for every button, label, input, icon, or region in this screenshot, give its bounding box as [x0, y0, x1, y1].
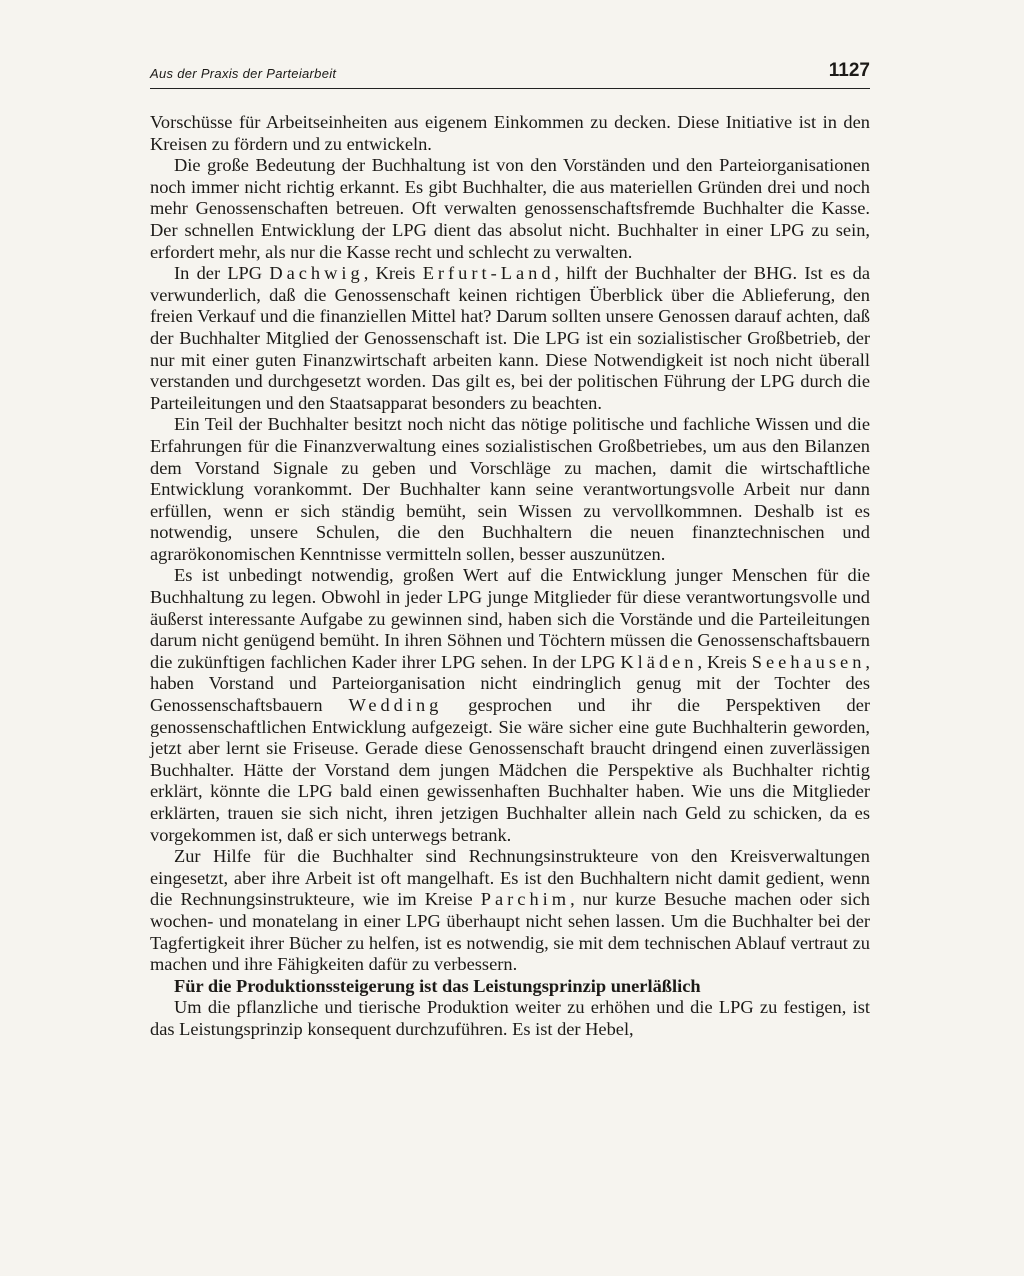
page-number: 1127	[828, 60, 870, 81]
body-text	[150, 112, 870, 1041]
place-parchim: Parchim	[480, 889, 571, 910]
p3-text-a: In der LPG	[174, 263, 270, 284]
p5-text-d: gesprochen und ihr die Perspektiven der genossenschaftlichen Entwicklung aufgezeigt. Sie wäre sicher eine gute Buchhalterin geworden, jetzt aber lernt sie Friseuse. Gerade diese Genossenschaft braucht dringend einen zuverlässigen Buchhalter. Hätte der Vorstand dem jungen Mädchen die Perspektive als Buchhalter richtig erklärt, könnte die LPG bald einen gewissenhaften Buchhalter haben. Wie uns die Mitglieder erklärten, trauen sie sich nicht, ihren jetzigen Buchhalter allein nach Geld zu schicken, da es vorgekommen ist, daß er sich unterwegs betrank.	[150, 695, 870, 845]
paragraph-7: Um die pflanzliche und tierische Produktion weiter zu erhöhen und die LPG zu festigen, ist das Leistungsprinzip konsequent durchzuführen. Es ist der Hebel,	[150, 997, 870, 1039]
running-header	[150, 62, 870, 86]
p3-text-b: , Kreis	[363, 263, 423, 284]
paragraph-2: Die große Bedeutung der Buchhaltung ist von den Vorständen und den Parteiorganisationen noch immer nicht richtig erkannt. Es gibt Buchhalter, die aus materiellen Gründen drei und noch mehr Genossenschaften betreuen. Oft verwalten genossenschaftsfremde Buchhalter die Kasse. Der schnellen Entwicklung der LPG dient das absolut nicht. Buchhalter in einer LPG zu sein, erfordert mehr, als nur die Kasse recht und schlecht zu verwalten.	[150, 155, 870, 262]
header-rule	[150, 88, 870, 89]
paragraph-6	[150, 846, 870, 976]
paragraph-3	[150, 263, 870, 414]
p5-text-a: Es ist unbedingt notwendig, großen Wert auf die Entwicklung junger Menschen für die Buchhaltung zu legen. Obwohl in jeder LPG junge Mitglieder für diese verantwortungsvolle und äußerst interessante Aufgabe zu gewinnen sind, haben sich die Vorstände und die Parteileitungen darum nicht genügend bemüht. In ihren Söhnen und Töchtern müssen die Genossenschaftsbauern die zukünftigen fachlichen Kader ihrer LPG sehen. In der LPG	[150, 565, 870, 672]
paragraph-5	[150, 565, 870, 846]
paragraph-4: Ein Teil der Buchhalter besitzt noch nicht das nötige politische und fachliche Wissen und die Erfahrungen für die Finanzverwaltung eines sozialistischen Großbetriebes, um aus den Bilanzen dem Vorstand Signale zu geben und Vorschläge zu machen, damit die wirtschaftliche Entwicklung vorankommt. Der Buchhalter kann seine verantwortungsvolle Arbeit nur dann erfüllen, wenn er sich ständig bemüht, sein Wissen zu vervollkommnen. Deshalb ist es notwendig, unsere Schulen, die den Buchhaltern die neuen finanztechnischen und agrarökonomischen Kenntnisse vermitteln sollen, besser auszunützen.	[150, 414, 870, 564]
p5-text-c: , haben Vorstand und Parteiorganisation nicht eindringlich genug mit der Tochter des Genossenschaftsbauern	[150, 651, 870, 716]
p5-text-b: , Kreis	[697, 651, 752, 672]
p3-text-c: , hilft der Buchhalter der BHG. Ist es da verwunderlich, daß die Genossenschaft keinen richtigen Überblick über die Ablieferung, den freien Verkauf und die finanziellen Mittel hat? Darum sollten unsere Genossen darauf achten, daß der Buchhalter Mitglied der Genossenschaft ist. Die LPG ist ein sozialistischer Großbetrieb, der nur mit einer guten Finanzwirtschaft arbeiten kann. Diese Notwendigkeit ist noch nicht überall verstanden und durchgesetzt worden. Das gilt es, bei der politischen Führung der LPG durch die Parteileitungen und den Staatsapparat besonders zu beachten.	[150, 263, 870, 413]
place-klaeden: Kläden	[620, 651, 698, 672]
p6-text-a: Zur Hilfe für die Buchhalter sind Rechnungsinstrukteure von den Kreisverwaltungen eingesetzt, aber ihre Arbeit ist oft mangelhaft. Es ist den Buchhaltern nicht damit gedient, wenn die Rechnungsinstrukteure, wie im Kreise	[150, 846, 870, 910]
p6-text-b: , nur kurze Besuche machen oder sich wochen- und monatelang in einer LPG überhaupt nicht sehen lassen. Um die Buchhalter bei der Tagfertigkeit ihrer Bücher zu helfen, ist es notwendig, sie mit dem technischen Ablauf vertraut zu machen und ihre Fähigkeiten dafür zu verbessern.	[150, 889, 870, 975]
paragraph-1: Vorschüsse für Arbeitseinheiten aus eigenem Einkommen zu decken. Diese Initiative ist in den Kreisen zu fördern und zu entwickeln.	[150, 112, 870, 154]
place-erfurt-land: Erfurt-Land	[422, 263, 555, 284]
name-wedding: Wedding	[348, 695, 443, 716]
place-dachwig: Dachwig	[269, 263, 364, 284]
running-title: Aus der Praxis der Parteiarbeit	[150, 66, 337, 81]
place-seehausen: Seehausen	[751, 651, 866, 672]
section-heading: Für die Produktionssteigerung ist das Leistungsprinzip unerläßlich	[174, 975, 701, 996]
